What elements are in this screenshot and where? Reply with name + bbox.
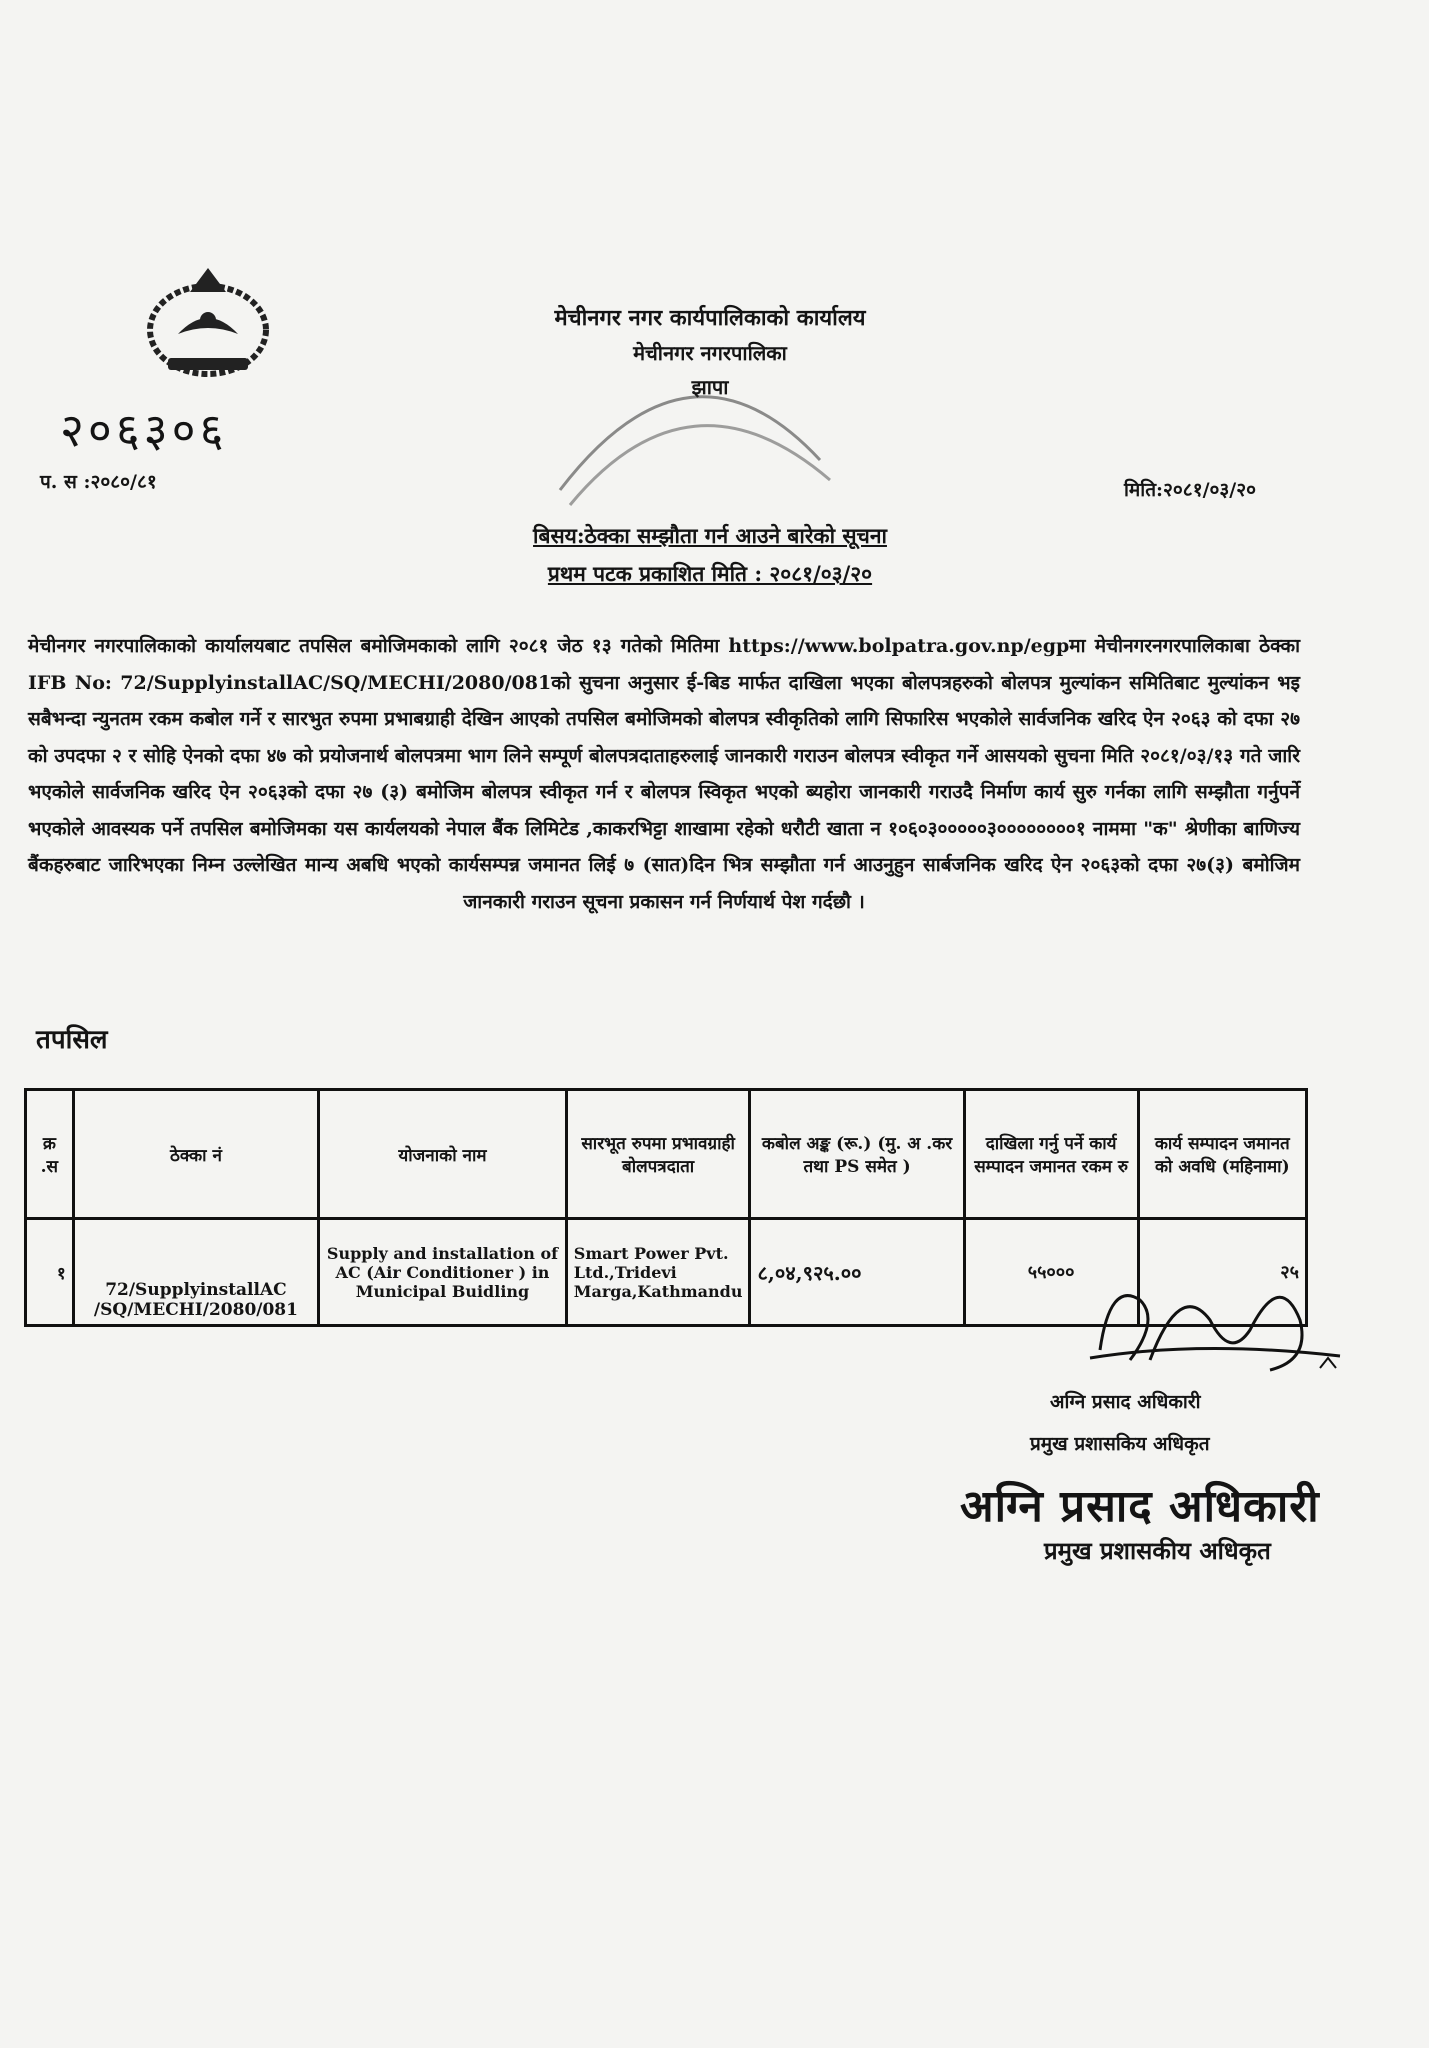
signature-stamp-name: अग्नि प्रसाद अधिकारी <box>960 1481 1320 1532</box>
letter-number: प. स :२०८०/८१ <box>40 471 157 493</box>
office-name: मेचीनगर नगर कार्यपालिकाको कार्यालय <box>554 305 866 331</box>
municipality-name: मेचीनगर नगरपालिका <box>633 341 787 365</box>
signatory-name: अग्नि प्रसाद अधिकारी <box>1050 1391 1201 1413</box>
letter-date: मिति:२०८१/०३/२० <box>1124 479 1256 501</box>
col-sn: क्र .स <box>26 1090 74 1219</box>
col-bid-amount: कबोल अङ्क (रू.) (मु. अ .कर तथा PS समेत ) <box>750 1090 964 1219</box>
cell-sn: १ <box>26 1219 74 1326</box>
notice-body: मेचीनगर नगरपालिकाको कार्यालयबाट तपसिल बमोजिमकाको लागि २०८१ जेठ १३ गतेको मितिमा https://www.bolpatra.gov.np/egpमा मेचीनगरनगरपालिकाबा ठेक्का IFB No: 72/SupplyinstallAC/SQ/MECHI/2080/081को सुचना अनुसार ई-बिड मार्फत दाखिला भएका बोलपत्रहरुको बोलपत्र मुल्यांकन समितिबाट मुल्यांकन भइ सबैभन्दा न्युनतम रकम कबोल गर्ने र सारभुत रुपमा प्रभाबग्राही देखिन आएको तपसिल बमोजिमको बोलपत्र स्वीकृतिको लागि सिफारिस भएकोले सार्वजनिक खरिद ऐन २०६३ को दफा २७ को उपदफा २ र सोहि ऐनको दफा ४७ को प्रयोजनार्थ बोलपत्रमा भाग लिने सम्पूर्ण बोलपत्रदाताहरुलाई जानकारी गराउन बोलपत्र स्वीकृत गर्ने आसयको सुचना मिति २०८१/०३/१३ गते जारि भएकोले सार्वजनिक खरिद ऐन २०६३को दफा २७ (३) बमोजिम बोलपत्र स्वीकृत गर्न र बोलपत्र स्विकृत भएको ब्यहोरा जानकारी गराउदै निर्माण कार्य सुरु गर्नका लागि सम्झौता गर्नुपर्ने भएकोले आवस्यक पर्ने तपसिल बमोजिमका यस कार्यलयको नेपाल बैंक लिमिटेड ,काकरभिट्टा शाखामा रहेको धरौटी खाता न १०६०३०००००३००००००००१ नाममा "क" श्रेणीका बाणिज्य बैंकहरुबाट जारिभएका निम्न उल्लेखित मान्य अबधि भएको कार्यसम्पन्न जमानत लिई ७ (सात)दिन भित्र सम्झौता गर्न आउनुहुन सार्बजनिक खरिद ऐन २०६३को दफा २७(३) बमोजिम जानकारी गराउन सूचना प्रकासन गर्न निर्णयार्थ पेश गर्दछौ । <box>28 635 1300 913</box>
government-emblem-icon <box>138 262 278 382</box>
col-contract-no: ठेक्का नं <box>73 1090 318 1219</box>
cell-project: Supply and installation of AC (Air Conditioner ) in Municipal Buidling <box>319 1219 567 1326</box>
first-published-date: प्रथम पटक प्रकाशित मिति : २०८१/०३/२० <box>547 561 873 586</box>
cell-bid-amount: ८,०४,९२५.०० <box>750 1219 964 1326</box>
handwritten-dispatch-number: २०६३०६ <box>60 403 228 457</box>
handwritten-signature-icon <box>1080 1260 1350 1390</box>
cell-guarantee-period: २५ <box>1138 1219 1306 1326</box>
signatory-title: प्रमुख प्रशासकिय अधिकृत <box>1030 1433 1210 1455</box>
table-heading: तपसिल <box>36 1025 108 1055</box>
office-stamp-icon <box>540 340 840 510</box>
cell-guarantee-amount: ५५००० <box>964 1219 1138 1326</box>
table-header-row <box>26 1090 1307 1219</box>
signature-stamp-title: प्रमुख प्रशासकीय अधिकृत <box>1044 1536 1271 1565</box>
cell-contract-no: 72/SupplyinstallAC /SQ/MECHI/2080/081 <box>73 1219 318 1326</box>
office-location: झापा <box>691 375 729 399</box>
col-bidder: सारभूत रुपमा प्रभावग्राही बोलपत्रदाता <box>566 1090 750 1219</box>
col-guarantee-period: कार्य सम्पादन जमानत को अवधि (महिनामा) <box>1138 1090 1306 1219</box>
cell-bidder: Smart Power Pvt. Ltd.,Tridevi Marga,Kathmandu <box>566 1219 750 1326</box>
subject-line: बिसय:ठेक्का सम्झौता गर्न आउने बारेको सूचना <box>533 523 887 548</box>
col-guarantee-amount: दाखिला गर्नु पर्ने कार्य सम्पादन जमानत रकम रु <box>964 1090 1138 1219</box>
col-project: योजनाको नाम <box>319 1090 567 1219</box>
office-stamp <box>540 340 840 510</box>
